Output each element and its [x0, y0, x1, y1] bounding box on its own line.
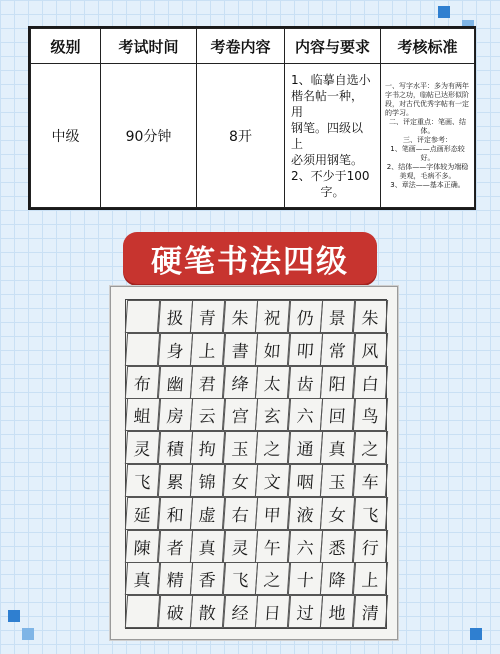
calligraphy-cell: 叩: [287, 333, 322, 366]
calligraphy-cell: 散: [190, 595, 225, 628]
table-header-row: [31, 29, 475, 64]
calligraphy-cell: 精: [157, 562, 192, 595]
standard-line: 3、章法——基本正确。: [390, 180, 465, 189]
calligraphy-cell: 拘: [190, 431, 225, 464]
calligraphy-cell: 真: [190, 530, 225, 563]
calligraphy-cell: 上: [352, 562, 387, 595]
calligraphy-cell: [125, 300, 160, 333]
corner-decoration: [22, 628, 34, 640]
standard-line: 一、写字水平：多为有两年: [385, 81, 469, 90]
content-line: 2、不少于100: [291, 168, 370, 183]
calligraphy-cell: 齿: [287, 366, 322, 399]
header-exam-time: 考试时间: [101, 29, 197, 64]
calligraphy-cell: 身: [157, 333, 192, 366]
calligraphy-cell: 虚: [190, 497, 225, 530]
calligraphy-cell: 十: [287, 562, 322, 595]
table-row: [31, 64, 475, 208]
calligraphy-cell: 日: [255, 595, 290, 628]
standard-line: 的学习。: [385, 108, 413, 117]
standard-line: 二、评定重点：笔画、结: [389, 117, 466, 126]
cell-content-requirements: [285, 64, 381, 208]
header-level: 级别: [31, 29, 101, 64]
calligraphy-cell: [125, 333, 160, 366]
calligraphy-cell: 布: [125, 366, 160, 399]
calligraphy-cell: 積: [157, 431, 192, 464]
standard-line: 2、结体——字体较为端稳: [386, 162, 469, 171]
calligraphy-cell: 回: [320, 398, 355, 431]
calligraphy-cell: 灵: [222, 530, 257, 563]
standard-line: 好。: [420, 153, 435, 162]
calligraphy-cell: 绛: [222, 366, 257, 399]
calligraphy-cell: 延: [125, 497, 160, 530]
calligraphy-cell: 房: [157, 398, 192, 431]
calligraphy-cell: 风: [352, 333, 387, 366]
calligraphy-cell: 如: [255, 333, 290, 366]
calligraphy-cell: 通: [287, 431, 322, 464]
title-banner: 硬笔书法四级: [123, 232, 377, 284]
corner-decoration: [438, 6, 450, 18]
header-content-requirements: 内容与要求: [285, 29, 381, 64]
requirements-table-card: [28, 26, 476, 210]
calligraphy-cell: 玄: [255, 398, 290, 431]
calligraphy-cell: 液: [287, 497, 322, 530]
calligraphy-cell: 六: [287, 530, 322, 563]
calligraphy-cell: 飞: [352, 497, 387, 530]
calligraphy-cell: 祝: [255, 300, 290, 333]
calligraphy-cell: 幽: [157, 366, 192, 399]
calligraphy-cell: 鸟: [352, 398, 387, 431]
calligraphy-cell: 玉: [320, 464, 355, 497]
standard-line: 段，对古代优秀字帖有一定: [385, 99, 469, 108]
standard-line: 字书之功，临帖已达形似阶: [385, 90, 469, 99]
content-line: 字。: [320, 184, 345, 199]
calligraphy-cell: 甲: [255, 497, 290, 530]
calligraphy-cell: 白: [352, 366, 387, 399]
calligraphy-cell: 右: [222, 497, 257, 530]
calligraphy-cell: 玉: [222, 431, 257, 464]
calligraphy-cell: [125, 595, 160, 628]
calligraphy-cell: 之: [255, 431, 290, 464]
calligraphy-cell: 累: [157, 464, 192, 497]
calligraphy-cell: 清: [352, 595, 387, 628]
calligraphy-cell: 锦: [190, 464, 225, 497]
calligraphy-cell: 阳: [320, 366, 355, 399]
content-line: 钢笔。四级以上: [291, 120, 364, 151]
calligraphy-cell: 午: [255, 530, 290, 563]
calligraphy-cell: 之: [352, 431, 387, 464]
calligraphy-cell: 云: [190, 398, 225, 431]
cell-exam-time: 90分钟: [101, 64, 197, 208]
header-assessment-standard: 考核标准: [381, 29, 475, 64]
calligraphy-cell: 飞: [222, 562, 257, 595]
corner-decoration: [470, 628, 482, 640]
calligraphy-cell: 经: [222, 595, 257, 628]
calligraphy-cell: 行: [352, 530, 387, 563]
calligraphy-cell: 常: [320, 333, 355, 366]
calligraphy-cell: 真: [320, 431, 355, 464]
calligraphy-cell: 咽: [287, 464, 322, 497]
corner-decoration: [8, 610, 20, 622]
calligraphy-cell: 车: [352, 464, 387, 497]
calligraphy-grid: [125, 299, 387, 629]
content-line: 楷名帖一种，用: [291, 88, 364, 119]
calligraphy-cell: 之: [255, 562, 290, 595]
calligraphy-cell: 真: [125, 562, 160, 595]
calligraphy-cell: 扱: [157, 300, 192, 333]
calligraphy-cell: 宫: [222, 398, 257, 431]
header-paper-content: 考卷内容: [197, 29, 285, 64]
content-line: 必须用钢笔。: [291, 152, 364, 167]
calligraphy-sheet: [110, 286, 398, 640]
standard-line: 1、笔画——点画形态较: [390, 144, 465, 153]
calligraphy-cell: 上: [190, 333, 225, 366]
requirements-table: [30, 28, 475, 208]
standard-line: 体。: [420, 126, 435, 135]
calligraphy-cell: 書: [222, 333, 257, 366]
content-line: 1、临摹自选小: [291, 72, 371, 87]
cell-assessment-standard: [381, 64, 475, 208]
calligraphy-cell: 香: [190, 562, 225, 595]
calligraphy-cell: 朱: [352, 300, 387, 333]
calligraphy-cell: 地: [320, 595, 355, 628]
calligraphy-cell: 女: [320, 497, 355, 530]
standard-line: 三、评定参考：: [403, 135, 452, 144]
calligraphy-cell: 破: [157, 595, 192, 628]
calligraphy-cell: 六: [287, 398, 322, 431]
calligraphy-cell: 仍: [287, 300, 322, 333]
calligraphy-cell: 太: [255, 366, 290, 399]
calligraphy-cell: 景: [320, 300, 355, 333]
calligraphy-cell: 女: [222, 464, 257, 497]
calligraphy-cell: 过: [287, 595, 322, 628]
calligraphy-cell: 君: [190, 366, 225, 399]
cell-paper-size: 8开: [197, 64, 285, 208]
cell-level: 中级: [31, 64, 101, 208]
calligraphy-cell: 青: [190, 300, 225, 333]
calligraphy-cell: 飞: [125, 464, 160, 497]
standard-line: 美观，毛病不多。: [399, 171, 456, 180]
calligraphy-cell: 降: [320, 562, 355, 595]
calligraphy-cell: 和: [157, 497, 192, 530]
calligraphy-cell: 朱: [222, 300, 257, 333]
calligraphy-cell: 悉: [320, 530, 355, 563]
calligraphy-cell: 灵: [125, 431, 160, 464]
calligraphy-cell: 陳: [125, 530, 160, 563]
calligraphy-cell: 者: [157, 530, 192, 563]
calligraphy-cell: 文: [255, 464, 290, 497]
calligraphy-cell: 蛆: [125, 398, 160, 431]
